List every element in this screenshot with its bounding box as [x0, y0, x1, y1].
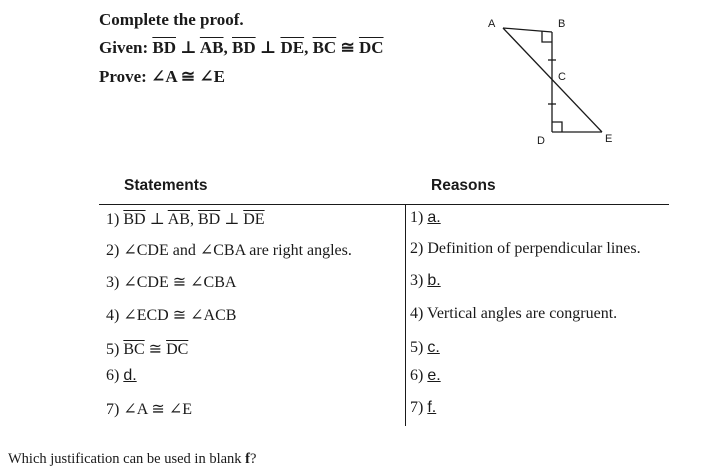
- right-angle-mark-b: [542, 31, 552, 42]
- statement-2: 2) ∠CDE and ∠CBA are right angles.: [106, 242, 352, 259]
- statements-header: Statements: [124, 177, 208, 194]
- reason-3: [410, 272, 459, 290]
- statement-number: 6): [106, 367, 124, 384]
- segment-de: $\overline{DE}$: [280, 38, 305, 57]
- statement-6: [106, 367, 155, 385]
- question-prefix: Which justification can be used in blank: [8, 451, 246, 467]
- blank-a: a.: [427, 209, 441, 226]
- segment-bd: $\overline{BD}$: [123, 211, 146, 228]
- statement-3: 3) ∠CDE ≅ ∠CBA: [106, 274, 237, 291]
- blank-f: f.: [427, 399, 437, 416]
- separator: ,: [189, 211, 198, 228]
- segment-bc: $\overline{BC}$: [123, 341, 145, 358]
- congruent-symbol: ≅: [144, 341, 167, 358]
- label-e: E: [605, 133, 613, 145]
- perpendicular-symbol: ⊥: [220, 211, 244, 228]
- label-d: D: [537, 135, 545, 147]
- reasons-header: Reasons: [431, 177, 496, 194]
- given-label: Given:: [99, 38, 153, 57]
- page-title: Complete the proof.: [99, 10, 244, 29]
- segment-bd: $\overline{BD}$: [232, 38, 256, 57]
- segment-de: $\overline{DE}$: [243, 211, 265, 228]
- statement-5: [106, 339, 188, 359]
- segment-ab: $\overline{AB}$: [199, 38, 224, 57]
- statement-4: 4) ∠ECD ≅ ∠ACB: [106, 307, 237, 324]
- table-top-rule: [99, 204, 669, 205]
- perpendicular-symbol: ⊥: [255, 38, 281, 57]
- segment-dc: $\overline{DC}$: [166, 341, 189, 358]
- congruent-symbol: ≅: [336, 38, 359, 57]
- label-b: B: [558, 18, 566, 30]
- question-text: [8, 451, 256, 468]
- label-a: A: [488, 18, 496, 30]
- reason-number: 6): [410, 367, 428, 384]
- given-statement: [99, 38, 384, 58]
- reason-2: 2) Definition of perpendicular lines.: [410, 240, 641, 257]
- reason-5: [410, 339, 458, 357]
- reason-number: 3): [410, 272, 428, 289]
- statement-7: 7) ∠A ≅ ∠E: [106, 401, 192, 418]
- segment-ab: $\overline{AB}$: [167, 211, 190, 228]
- question-blank-letter: f: [245, 451, 251, 467]
- segment-bd: $\overline{BD}$: [152, 38, 176, 57]
- statement-1: [106, 209, 265, 229]
- reason-6: [410, 367, 459, 385]
- reason-number: 7): [410, 399, 428, 416]
- separator: ,: [223, 38, 232, 57]
- blank-e: e.: [427, 367, 441, 384]
- blank-b: b.: [427, 272, 441, 289]
- label-c: C: [558, 71, 566, 83]
- blank-d: d.: [123, 367, 137, 384]
- statement-number: 1): [106, 211, 124, 228]
- right-angle-mark-d: [552, 122, 562, 132]
- reason-4: 4) Vertical angles are congruent.: [410, 305, 618, 322]
- segment-ab-line: [503, 28, 552, 32]
- perpendicular-symbol: ⊥: [145, 211, 168, 228]
- blank-c: c.: [427, 339, 440, 356]
- reason-number: 1): [410, 209, 428, 226]
- question-suffix: ?: [250, 451, 257, 467]
- reason-7: [410, 399, 454, 417]
- perpendicular-symbol: ⊥: [175, 38, 200, 57]
- segment-bc: $\overline{BC}$: [312, 38, 337, 57]
- reason-1: [410, 209, 459, 227]
- table-column-divider: [405, 205, 406, 426]
- separator: ,: [304, 38, 313, 57]
- segment-bd: $\overline{BD}$: [197, 211, 221, 228]
- prove-statement: Prove: ∠A ≅ ∠E: [99, 67, 225, 86]
- reason-number: 5): [410, 339, 428, 356]
- segment-dc: $\overline{DC}$: [358, 38, 384, 57]
- statement-number: 5): [106, 341, 124, 358]
- geometry-figure: [470, 10, 640, 150]
